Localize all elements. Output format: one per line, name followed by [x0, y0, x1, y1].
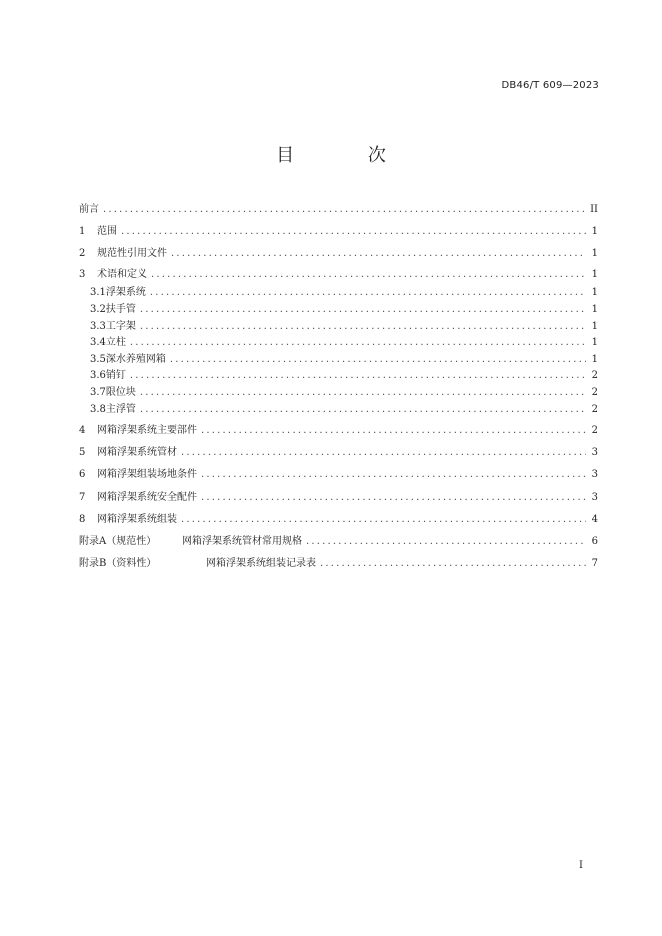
toc-entry-page: 1 [591, 248, 598, 259]
toc-entry-label: 立柱 [105, 337, 126, 348]
toc-entry-number: 6 [79, 469, 86, 480]
toc-subentry[interactable] [90, 385, 598, 400]
toc-entry[interactable] [79, 512, 598, 527]
toc-entry-label: 限位块 [105, 387, 136, 398]
toc-entry-number: 2 [79, 248, 86, 259]
page-title: 目 次 [276, 145, 420, 166]
toc-leader-dots [201, 423, 586, 438]
toc-entry-label: 深水养殖网箱 [105, 354, 166, 365]
toc-entry-number: 3.4 [90, 337, 106, 348]
toc-entry-label: 前言 [79, 204, 99, 215]
toc-entry-appendix[interactable] [79, 534, 598, 549]
toc-entry-page: 3 [591, 492, 598, 503]
toc-entry-page: 7 [591, 558, 598, 569]
toc-leader-dots [201, 467, 586, 482]
toc-leader-dots [181, 512, 586, 527]
toc-entry-page: 2 [591, 387, 598, 398]
toc-leader-dots [140, 402, 586, 417]
toc-leader-dots [121, 224, 586, 239]
toc-entry[interactable] [79, 467, 598, 482]
toc-entry-page: 3 [591, 469, 598, 480]
toc-entry-number: 附录B（资料性） [79, 558, 157, 569]
toc-leader-dots [140, 385, 586, 400]
toc-entry[interactable] [79, 224, 598, 239]
toc-entry-page: 1 [591, 269, 598, 280]
toc-entry-page: 2 [591, 425, 598, 436]
toc-entry-page: 3 [591, 447, 598, 458]
toc-entry[interactable] [79, 246, 598, 261]
toc-entry-number: 5 [79, 447, 86, 458]
toc-entry-number: 3.8 [90, 404, 106, 415]
toc-entry-number: 3.6 [90, 370, 106, 381]
toc-leader-dots [171, 246, 586, 261]
toc-leader-dots [170, 352, 586, 367]
toc-entry-number: 附录A（规范性） [79, 536, 157, 547]
toc-entry-page: 1 [591, 304, 598, 315]
toc-subentry[interactable] [90, 285, 598, 300]
toc-entry-page: II [590, 204, 598, 215]
toc-entry-page: 2 [591, 404, 598, 415]
document-code: DB46/T 609—2023 [501, 80, 599, 91]
toc-entry-label: 网箱浮架系统管材常用规格 [182, 536, 302, 547]
toc-entry-page: 1 [591, 354, 598, 365]
toc-entry[interactable] [79, 445, 598, 460]
toc-entry-number: 3.5 [90, 354, 106, 365]
toc-entry-label: 规范性引用文件 [97, 248, 167, 259]
toc-entry-label: 网箱浮架系统主要部件 [97, 425, 197, 436]
toc-entry-number: 8 [79, 514, 86, 525]
toc-entry-page: 6 [591, 536, 598, 547]
toc-entry[interactable] [79, 267, 598, 282]
toc-leader-dots [103, 202, 586, 217]
toc-entry-label: 网箱浮架系统组装 [97, 514, 177, 525]
toc-entry-number: 3.3 [90, 321, 106, 332]
toc-entry-number: 3 [79, 269, 86, 280]
toc-entry-page: 1 [591, 321, 598, 332]
toc-entry-number: 1 [79, 226, 86, 237]
toc-entry-label: 术语和定义 [97, 269, 147, 280]
toc-subentry[interactable] [90, 352, 598, 367]
toc-entry-label: 网箱浮架组装场地条件 [97, 469, 197, 480]
toc-entry-number: 4 [79, 425, 86, 436]
toc-subentry[interactable] [90, 402, 598, 417]
toc-leader-dots [201, 490, 586, 505]
toc-leader-dots [181, 445, 586, 460]
toc-leader-dots [130, 368, 586, 383]
toc-entry[interactable] [79, 423, 598, 438]
toc-entry-page: 4 [591, 514, 598, 525]
toc-entry-page: 1 [591, 226, 598, 237]
toc-entry-label: 销钉 [105, 370, 126, 381]
toc-entry-label: 网箱浮架系统安全配件 [97, 492, 197, 503]
toc-entry-label: 主浮管 [105, 404, 136, 415]
toc-entry-label: 网箱浮架系统管材 [97, 447, 177, 458]
toc-subentry[interactable] [90, 302, 598, 317]
toc-leader-dots [130, 335, 586, 350]
toc-subentry[interactable] [90, 319, 598, 334]
toc-entry-page: 1 [591, 337, 598, 348]
page-number: I [579, 860, 583, 871]
toc-subentry[interactable] [90, 335, 598, 350]
toc-entry-page: 1 [591, 287, 598, 298]
toc-entry-label: 扶手管 [105, 304, 136, 315]
toc-entry-label: 工字架 [105, 321, 136, 332]
toc-leader-dots [151, 267, 586, 282]
toc-entry[interactable] [79, 490, 598, 505]
toc-entry-label: 浮架系统 [105, 287, 146, 298]
toc-leader-dots [306, 534, 586, 549]
toc-entry-appendix[interactable] [79, 556, 598, 571]
toc-entry-page: 2 [591, 370, 598, 381]
toc-leader-dots [320, 556, 586, 571]
toc-entry-number: 3.7 [90, 387, 106, 398]
toc-leader-dots [150, 285, 586, 300]
toc-entry-number: 3.2 [90, 304, 106, 315]
toc-entry-number: 7 [79, 492, 86, 503]
toc-entry-label: 范围 [97, 226, 117, 237]
toc-entry[interactable] [79, 202, 598, 217]
toc-subentry[interactable] [90, 368, 598, 383]
toc-leader-dots [140, 302, 586, 317]
toc-leader-dots [140, 319, 586, 334]
toc-entry-label: 网箱浮架系统组装记录表 [206, 558, 316, 569]
toc-entry-number: 3.1 [90, 287, 106, 298]
